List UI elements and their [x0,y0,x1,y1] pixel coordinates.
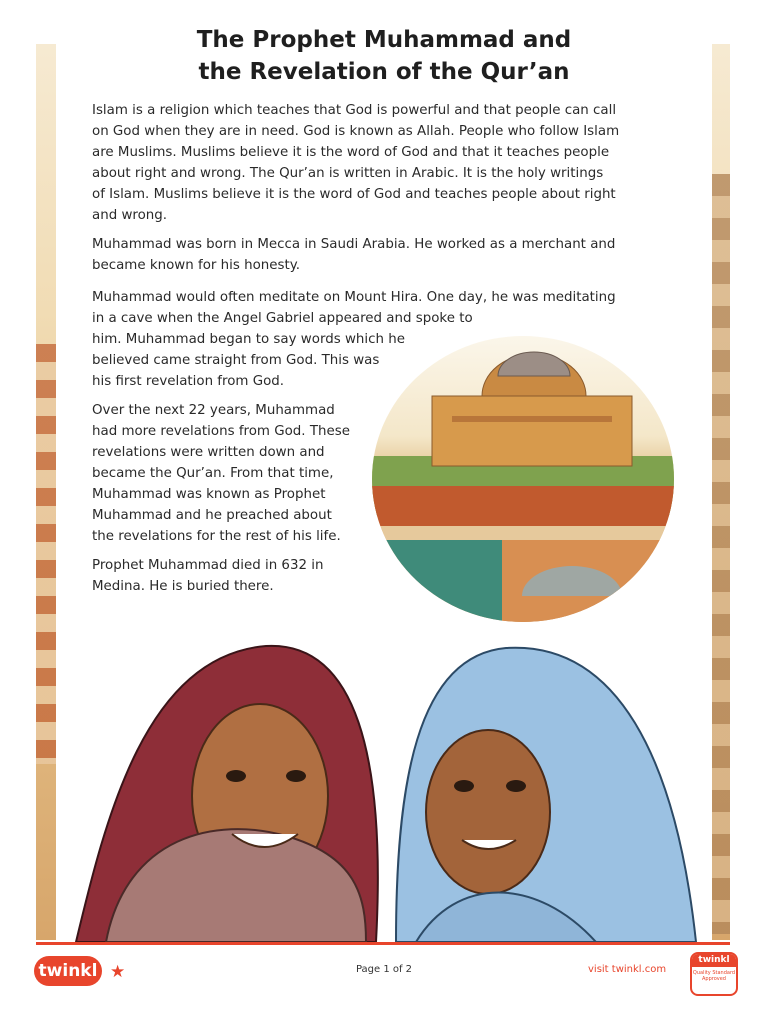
page-title-line-1: The Prophet Muhammad and [196,27,572,53]
quality-badge [690,952,738,996]
paragraph-revelations [92,400,350,547]
right-girl-eye [506,780,526,792]
text-line: became the Qur’an. From that time, [92,466,334,481]
text-line: Muhammad was born in Mecca in Saudi Arabia. He worked as a merchant and [92,237,616,252]
text-line: revelations were written down and [92,445,325,460]
text-line: in a cave when the Angel Gabriel appeared and spoke to [92,311,473,326]
roof-row-1 [372,486,674,526]
paragraph-islam-intro [92,100,619,226]
page-number: Page 1 of 2 [355,964,413,975]
text-line: the revelations for the rest of his life. [92,529,341,544]
text-line: are Muslims. Muslims believe it is the word of God and that it teaches people [92,145,610,160]
mosque-illustration [372,336,674,622]
text-line: his first revelation from God. [92,374,285,389]
page-title-line-2: the Revelation of the Qur’an [198,59,570,85]
footer-divider [36,942,730,945]
text-line: him. Muhammad began to say words which he [92,332,405,347]
text-line: of Islam. Muslims believe it is the word of God and teaches people about right [92,187,616,202]
text-line: and wrong. [92,208,168,223]
text-line: had more revelations from God. These [92,424,350,439]
paragraph-birth [92,234,615,276]
text-line: Islam is a religion which teaches that God is powerful and that people can call [92,103,617,118]
text-line: became known for his honesty. [92,258,300,273]
left-girl-eye [226,770,246,782]
text-line: on God when they are in need. God is known as Allah. People who follow Islam [92,124,620,139]
text-line: Medina. He is buried there. [92,579,274,594]
mosque-drawing [372,336,674,622]
right-girl-eye [454,780,474,792]
badge-brand: twinkl [692,954,736,967]
top-dome [498,352,570,376]
girls-illustration [36,636,730,942]
arcade-row [372,526,674,540]
text-line: believed came straight from God. This was [92,353,380,368]
text-line: Muhammad would often meditate on Mount Hira. One day, he was meditating [92,290,616,305]
twinkl-logo[interactable]: twinkl [34,956,102,986]
left-girl-eye [286,770,306,782]
text-line: Over the next 22 years, Muhammad [92,403,335,418]
text-line: Muhammad was known as Prophet [92,487,326,502]
tiled-pavilion [372,540,502,622]
badge-caption: Quality Standard Approved [692,970,736,982]
visit-link[interactable]: visit twinkl.com [588,964,667,975]
mosque-band [452,416,612,422]
mosque-body [432,396,632,466]
text-line: Prophet Muhammad died in 632 in [92,558,324,573]
paragraph-death [92,555,323,597]
right-girl-face [426,730,550,894]
star-icon: ★ [110,962,126,982]
text-line: about right and wrong. The Qur’an is written in Arabic. It is the holy writings [92,166,604,181]
text-line: Muhammad and he preached about [92,508,332,523]
